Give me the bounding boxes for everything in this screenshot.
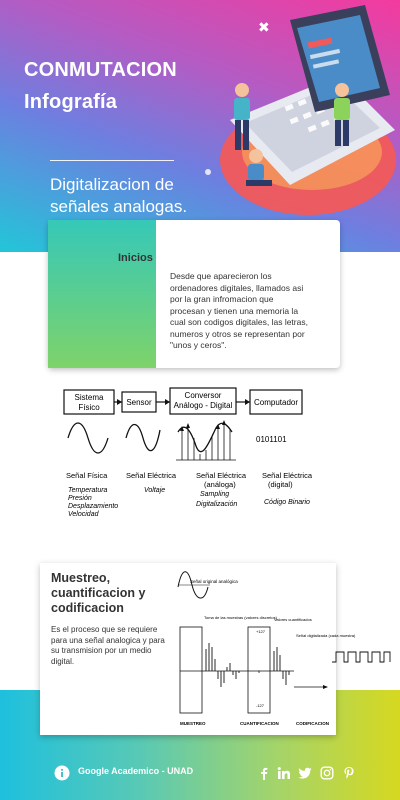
box-computador-text: Computador	[253, 398, 299, 407]
label-senal-analoga-2: (análoga)	[204, 480, 236, 489]
sampling-quantization-diagram	[176, 567, 356, 731]
linkedin-icon[interactable]	[277, 766, 291, 780]
fisica-item: Desplazamiento	[68, 503, 119, 510]
box-sistema-text-2: Físico	[78, 403, 100, 412]
muestreo-card	[40, 563, 356, 735]
info-icon	[54, 765, 70, 781]
box-sistema-text-1: Sistema	[74, 393, 104, 402]
minus-127-label: -127	[256, 703, 265, 708]
digital-pulse-train	[330, 648, 394, 666]
laptop-people-illustration	[190, 0, 400, 220]
fisica-item: Velocidad	[68, 511, 99, 518]
codificacion-col-label: CODIFICACION	[296, 721, 329, 726]
plus-127-label: +127	[256, 629, 266, 634]
footer-credit: Google Academico - UNAD	[78, 766, 194, 776]
original-signal-label: Señal original analógica	[190, 579, 238, 584]
box-conversor-text-2: Análogo - Digital	[173, 401, 233, 410]
page-title	[24, 56, 177, 116]
physical-wave	[68, 423, 108, 453]
box-conversor-text-1: Conversor	[184, 391, 222, 400]
senal-digitalizada-label: Señal digitalizada (cada muestra)	[296, 633, 356, 638]
pinterest-icon[interactable]	[342, 766, 356, 780]
voltaje-label: Voltaje	[144, 487, 166, 494]
binary-output: 0101101	[256, 435, 287, 444]
inicios-card	[48, 220, 340, 368]
page-subtitle: Digitalizacion de señales analogas.	[50, 175, 188, 216]
muestreo-col-label: MUESTREO	[180, 721, 206, 726]
sampling-label-2: Digitalización	[196, 501, 238, 508]
codigo-binario-label: Código Binario	[264, 499, 310, 506]
card-heading: Inicios	[118, 252, 153, 264]
sampling-label-1: Sampling	[200, 491, 230, 498]
svg-text:✖: ✖	[258, 20, 270, 36]
digitalization-flow-diagram	[60, 380, 360, 520]
title-divider	[50, 160, 174, 161]
title-line-1: CONMUTACION	[24, 59, 177, 81]
fisica-item: Temperatura	[68, 487, 108, 494]
zero-label: 0	[258, 669, 261, 674]
label-senal-electrica: Señal Eléctrica	[126, 471, 177, 480]
label-senal-digital-2: (digital)	[268, 480, 293, 489]
label-senal-analoga-1: Señal Eléctrica	[196, 471, 247, 480]
title-line-2: Infografía	[24, 91, 118, 113]
hero-banner	[0, 0, 400, 252]
card-body-text: Es el proceso que se requiere para una señal analogica y para su transmision por un medio digital.	[51, 625, 165, 666]
electric-wave	[126, 425, 160, 451]
card-body-text: Desde que aparecieron los ordenadores digitales, llamados asi por la gran infromacion que procesan y tienen una memoria la cual son codigos digitales, las letras, numeros y otros se representan por "unos y ceros".	[170, 271, 308, 350]
twitter-icon[interactable]	[298, 766, 312, 780]
label-senal-digital-1: Señal Eléctrica	[262, 471, 313, 480]
fisica-item: Presión	[68, 495, 92, 502]
card-heading: Muestreo, cuantificacion y codificacion	[51, 571, 146, 615]
valores-cuantificados-label: Valores cuantificados	[274, 617, 312, 622]
facebook-icon[interactable]	[257, 766, 271, 780]
toma-muestras-label: Toma de las muestras (valores discretos)	[204, 615, 277, 620]
label-senal-fisica: Señal Física	[66, 471, 108, 480]
card-accent-panel	[48, 220, 156, 368]
cuantificacion-col-label: CUANTIFICACION	[240, 721, 279, 726]
box-sensor-text: Sensor	[126, 398, 152, 407]
instagram-icon[interactable]	[320, 766, 334, 780]
